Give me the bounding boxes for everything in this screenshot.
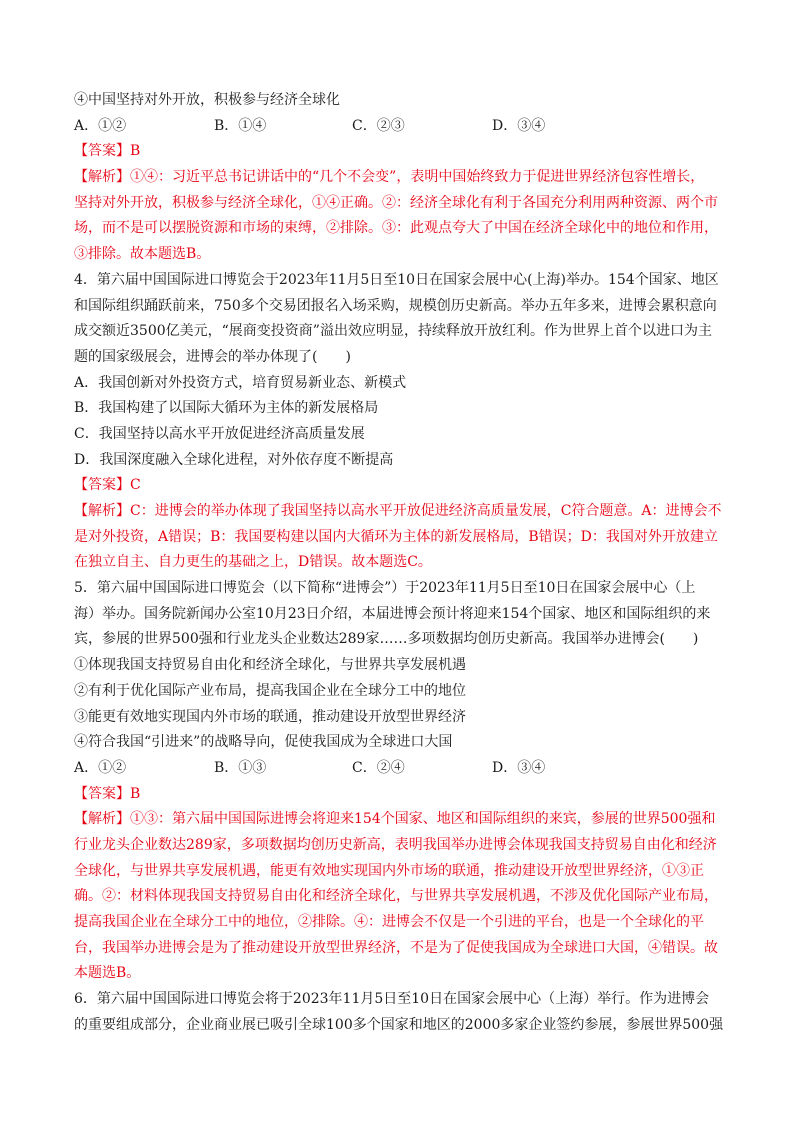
q5-options: [74, 756, 734, 782]
q6-stem-line: 6．第六届中国国际进口博览会将于2023年11月5日至10日在国家会展中心（上海）举行。作为进博会: [74, 991, 710, 1008]
q4-stem: [74, 268, 734, 371]
q6-stem-line: 的重要组成部分，企业商业展已吸引全球100多个国家和地区的2000多家企业签约参展，参展世界500强: [74, 1016, 724, 1033]
q3-analysis: [74, 165, 734, 268]
q3-analysis-line: 坚持对外开放，积极参与经济全球化，①④正确。②：经济全球化有利于各国充分利用两种资源、两个市: [74, 194, 718, 211]
q3-option-c: C．②③: [352, 117, 405, 134]
q5-item-1: ①体现我国支持贸易自由化和经济全球化，与世界共享发展机遇: [74, 657, 466, 674]
q5-option-b: B．①③: [214, 759, 267, 776]
q3-analysis-line: 场，而不是可以摆脱资源和市场的束缚，②排除。③：此观点夸大了中国在经济全球化中的地位和作用，: [74, 220, 718, 237]
q4-option-d: D．我国深度融入全球化进程，对外依存度不断提高: [74, 451, 394, 468]
q5-stem-line: 5．第六届中国国际进口博览会（以下简称“进博会”）于2023年11月5日至10日在国家会展中心（上: [74, 580, 696, 597]
q4-options: [74, 371, 734, 474]
q3-option-a: A．①②: [74, 117, 127, 134]
q3-answer: 【答案】B: [74, 143, 141, 160]
q5-item-4: ④符合我国“引进来”的战略导向，促使我国成为全球进口大国: [74, 734, 453, 751]
document-page: [74, 88, 734, 1038]
q3-options: [74, 114, 734, 140]
q4-analysis: [74, 499, 734, 576]
q4-option-c: C．我国坚持以高水平开放促进经济高质量发展: [74, 425, 365, 442]
q5-stem: [74, 576, 734, 653]
q4-option-b: B．我国构建了以国际大循环为主体的新发展格局: [74, 400, 379, 417]
q5-analysis-line: 提高我国企业在全球分工中的地位，②排除。④：进博会不仅是一个引进的平台，也是一个全球化的平: [74, 914, 704, 930]
q5-item-2: ②有利于优化国际产业布局，提高我国企业在全球分工中的地位: [74, 682, 466, 699]
q5-analysis-line: 【解析】①③：第六届中国国际进博会将迎来154个国家、地区和国际组织的来宾，参展的世界500强和: [74, 811, 716, 828]
q5-stem-line: 海）举办。国务院新闻办公室10月23日介绍，本届进博会预计将迎来154个国家、地区和国际组织的来: [74, 605, 711, 622]
q5-analysis-line: 行业龙头企业数达289家，多项数据均创历史新高，表明我国举办进博会体现我国支持贸易自由化和经济: [74, 836, 717, 853]
q5-option-c: C．②④: [352, 759, 405, 776]
q5-item-3: ③能更有效地实现国内外市场的联通，推动建设开放型世界经济: [74, 708, 466, 725]
q3-option-d: D．③④: [492, 117, 546, 134]
q4-analysis-line: 在独立自主、自力更生的基础之上，D错误。故本题选C。: [74, 554, 432, 571]
q5-analysis-line: 确。②：材料体现我国支持贸易自由化和经济全球化，与世界共享发展机遇，不涉及优化国际产业布局，: [74, 888, 718, 905]
q3-analysis-line: ③排除。故本题选B。: [74, 246, 211, 263]
q5-analysis-line: 台，我国举办进博会是为了推动建设开放型世界经济，不是为了促使我国成为全球进口大国，④错误。故: [74, 939, 718, 956]
q4-stem-line: 题的国家级展会，进博会的举办体现了( ): [74, 348, 351, 365]
q4-analysis-line: 【解析】C：进博会的举办体现了我国坚持以高水平开放促进经济高质量发展，C符合题意。A：进博会不: [74, 503, 722, 519]
q4-stem-line: 和国际组织踊跃前来，750多个交易团报名入场采购，规模创历史新高。举办五年多来，进博会累积意向: [74, 297, 717, 314]
q5-answer: 【答案】B: [74, 785, 141, 802]
q3-option-b: B．①④: [214, 117, 267, 134]
q4-analysis-line: 是对外投资，A错误；B：我国要构建以国内大循环为主体的新发展格局，B错误；D：我国对外开放建立: [74, 528, 718, 545]
q3-analysis-line: 【解析】①④：习近平总书记讲话中的“几个不会变”，表明中国始终致力于促进世界经济包容性增长，: [74, 169, 705, 186]
q4-option-a: A．我国创新对外投资方式，培育贸易新业态、新模式: [74, 374, 407, 391]
q5-analysis-line: 本题选B。: [74, 965, 141, 982]
q5-items: [74, 653, 734, 756]
q4-stem-line: 成交额近3500亿美元，“展商变投资商”溢出效应明显，持续释放开放红利。作为世界上首个以进口为主: [74, 323, 712, 340]
q6-stem: [74, 987, 734, 1038]
q5-analysis: [74, 807, 734, 987]
q3-item-4: ④中国坚持对外开放，积极参与经济全球化: [74, 92, 340, 108]
q5-option-d: D．③④: [492, 759, 546, 776]
q5-stem-line: 宾，参展的世界500强和行业龙头企业数达289家……多项数据均创历史新高。我国举办进博会( ): [74, 631, 699, 648]
q5-analysis-line: 全球化，与世界共享发展机遇，能更有效地实现国内外市场的联通，推动建设开放型世界经济，①③正: [74, 862, 704, 879]
q4-stem-line: 4．第六届中国国际进口博览会于2023年11月5日至10日在国家会展中心(上海)举办。154个国家、地区: [74, 271, 719, 288]
q5-option-a: A．①②: [74, 759, 127, 776]
q4-answer: 【答案】C: [74, 477, 141, 494]
